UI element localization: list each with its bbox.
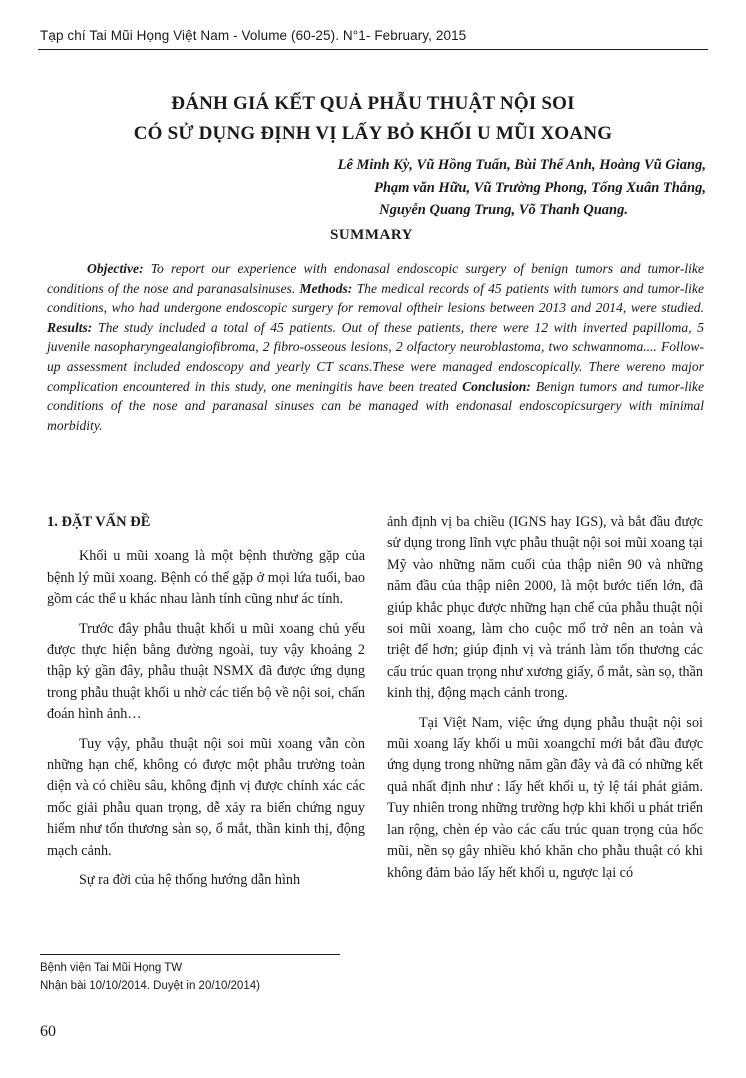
journal-header: Tạp chí Tai Mũi Họng Việt Nam - Volume (60-25). N°1- February, 2015 [40,28,467,43]
authors-line-1: Lê Minh Kỳ, Vũ Hồng Tuấn, Bùi Thế Anh, Hoàng Vũ Giang, [337,157,706,173]
methods-label: Methods: [299,280,353,296]
methods-text: The medical records of 45 patients with tumors and tumor-like conditions, who had undergone endoscopic surgery for removal oftheir lesions between 2013 and 2014, were studied. [47,280,704,316]
page-number: 60 [40,1023,56,1040]
body-paragraph: Khối u mũi xoang là một bệnh thường gặp của bệnh lý mũi xoang. Bệnh có thể gặp ở mọi lứa tuổi, bao gồm các thể u khác nhau lành tính cũng như ác tính. [47,548,365,608]
conclusion-label: Conclusion: [462,378,531,394]
results-label: Results: [47,319,93,335]
footnote-affiliation: Bệnh viện Tai Mũi Họng TW [40,962,183,974]
right-column [387,512,703,892]
footnote-rule [40,954,340,955]
conclusion-text: Benign tumors and tumor-like conditions of the nose and paranasal sinuses can be managed with endonasal endoscopicsurgery with minimal morbidity. [47,378,704,433]
body-paragraph: Trước đây phẫu thuật khối u mũi xoang chủ yếu được thực hiện bằng đường ngoài, tuy vậy khoảng 2 thập kỷ gần đây, phẫu thuật NSMX đã được ứng dụng trong phẫu thuật khối u nhờ các tiến bộ về nội soi, chẩn đoán hình ảnh… [47,620,365,723]
results-text: The study included a total of 45 patients. Out of these patients, there were 12 with inverted papilloma, 5 juvenile nasopharyngealangiofibroma, 2 fibro-osseous lesions, 2 olfactory neuroblastoma, two schwannoma.... Follow-up assessment included endoscopy and yearly CT scans.These were managed endoscopically. There wereno major complication encountered in this study, one meningitis have been treated [47,319,704,394]
left-column [47,512,365,900]
body-paragraph: Sự ra đời của hệ thống hướng dẫn hình [79,872,301,889]
authors-line-2: Phạm văn Hữu, Vũ Trường Phong, Tống Xuân Thắng, [373,179,706,196]
body-paragraph: Tại Việt Nam, việc ứng dụng phẫu thuật nội soi mũi xoang lấy khối u mũi xoangchỉ mới bắt đầu được ứng dụng trong những năm gần đây và đã có những kết quả nhất định như : lấy hết khối u, tỷ lệ tái phát giảm. Tuy nhiên trong những trường hợp khi khối u phát triển lan rộng, chèn ép vào các cấu trúc quan trọng của hốc mũi, nền sọ gây nhiều khó khăn cho phẫu thuật có khi không đảm bảo lấy hết khối u, ngược lại có [387,714,703,881]
authors-line-3: Nguyễn Quang Trung, Võ Thanh Quang. [379,202,628,218]
body-paragraph: ảnh định vị ba chiều (IGNS hay IGS), và bắt đầu được sử dụng trong lĩnh vực phẫu thuật nội soi mũi xoang tại Mỹ vào những năm cuối của thập niên 90 và những năm đầu của thập niên 2000, là một bước tiến lớn, đã giúp khắc phục được những hạn chế của phẫu thuật nội soi mũi xoang, làm cho cuộc mổ trở nên an toàn và triệt để hơn; giúp định vị và tránh làm tổn thương các cấu trúc quan trọng như xương giấy, ổ mắt, sàn sọ, thần kinh thị, động mạch cảnh trong. [387,514,703,702]
header-rule [38,49,708,50]
section-heading: 1. ĐẶT VẤN ĐỀ [47,514,151,530]
body-paragraph: Tuy vậy, phẫu thuật nội soi mũi xoang vẫn còn những hạn chế, không có được một phẫu trường toàn diện và có chiều sâu, không định vị được chính xác các mốc giải phẫu quan trọng, dễ xảy ra biến chứng nguy hiểm như tổn thương sàn sọ, ổ mắt, thần kinh thị, động mạch cảnh. [47,735,365,859]
summary-heading: SUMMARY [330,227,413,243]
footnote-dates: Nhận bài 10/10/2014. Duyệt in 20/10/2014) [40,980,260,992]
article-title-line-2: CÓ SỬ DỤNG ĐỊNH VỊ LẤY BỎ KHỐI U MŨI XOANG [133,123,613,144]
objective-label: Objective: [87,261,144,276]
abstract [47,259,704,435]
objective-text: To report our experience with endonasal endoscopic surgery of benign tumors and tumor-like conditions of the nose and paranasalsinuses. [47,261,704,296]
article-title-line-1: ĐÁNH GIÁ KẾT QUẢ PHẪU THUẬT NỘI SOI [171,93,575,114]
